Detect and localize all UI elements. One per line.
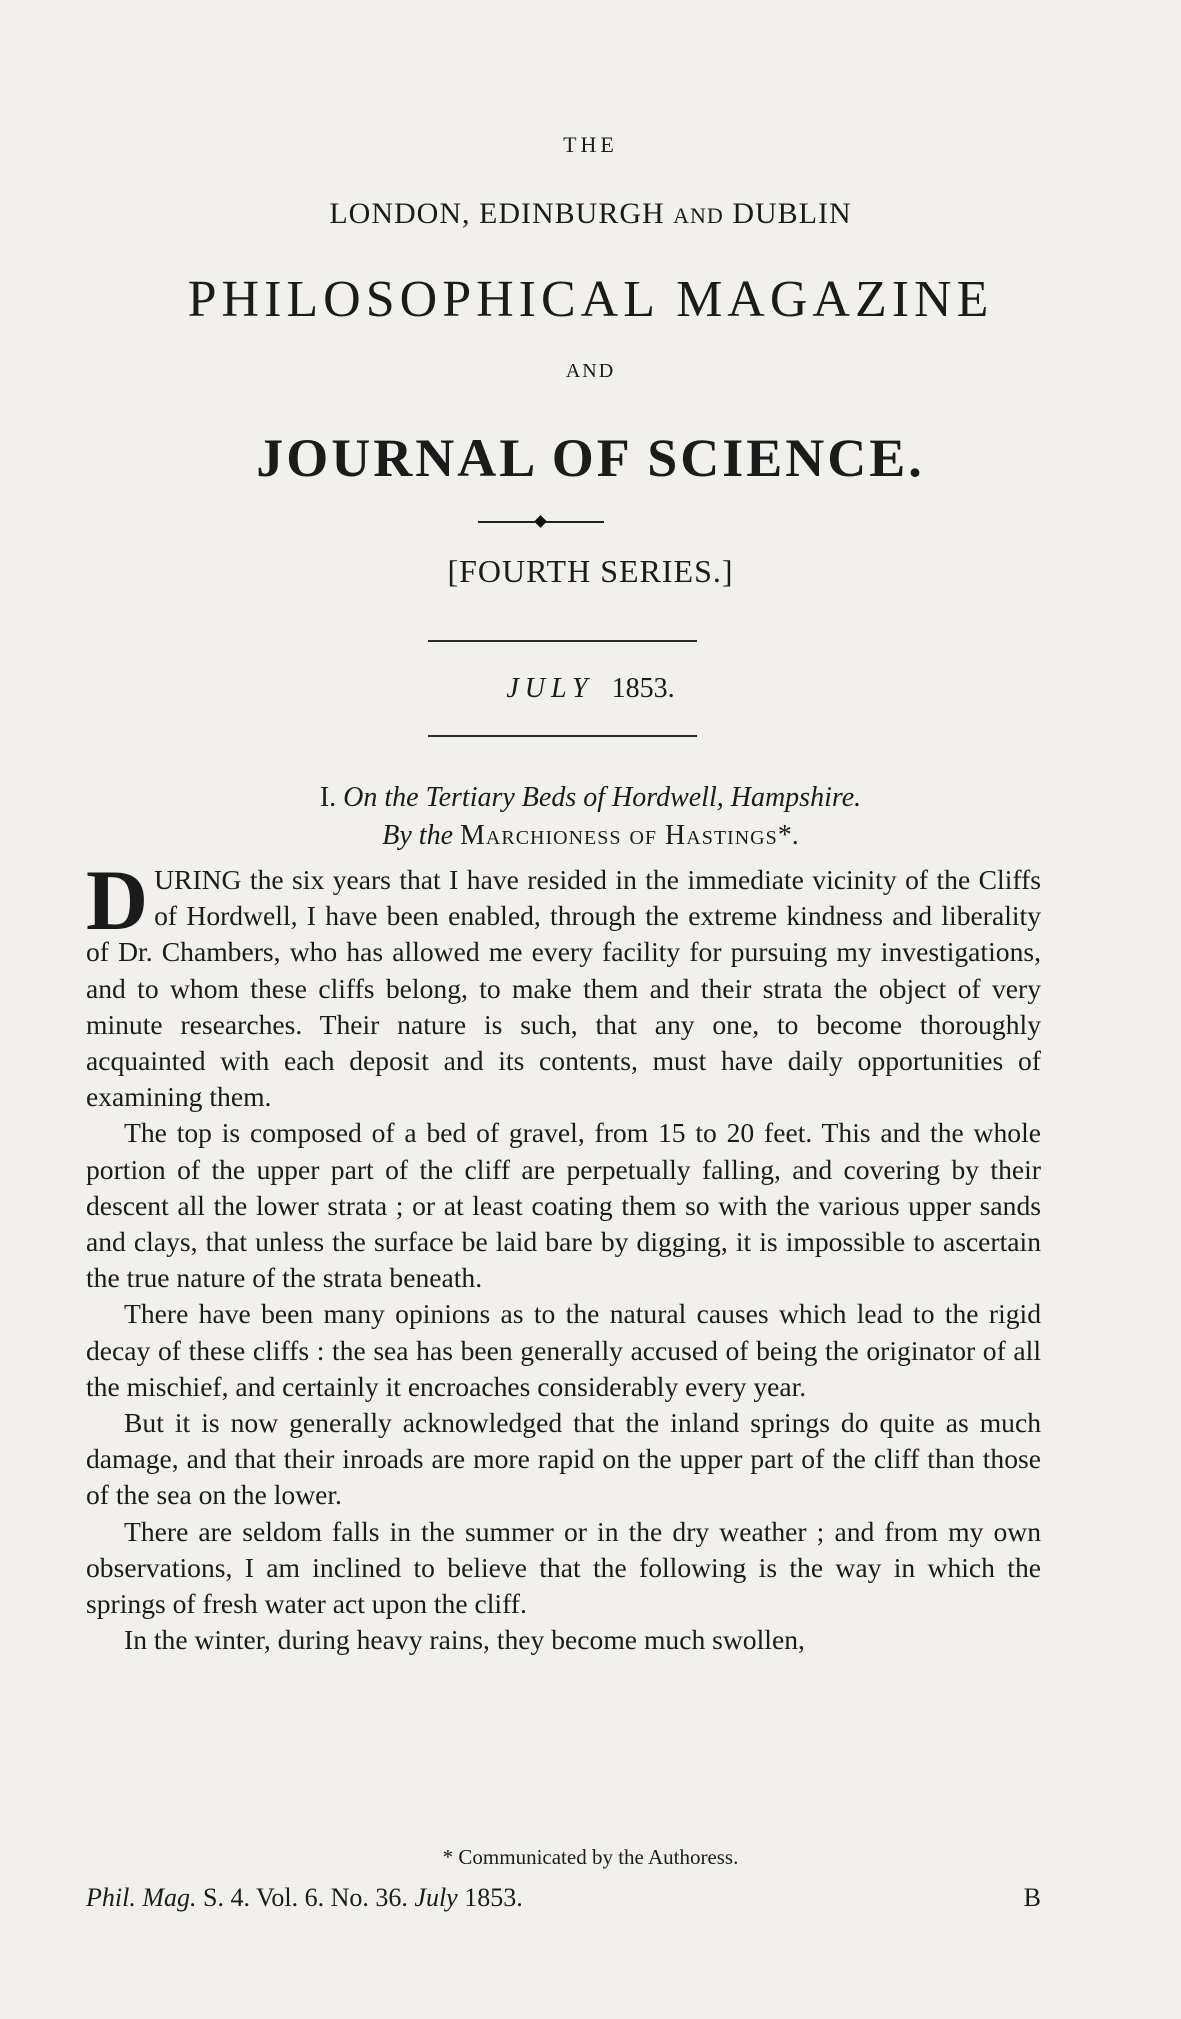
footer-month: July xyxy=(414,1883,458,1912)
footer-year: 1853. xyxy=(464,1883,523,1912)
article-title-text: On the Tertiary Beds of Hordwell, Hampshire. xyxy=(343,782,862,813)
masthead-and: AND xyxy=(565,360,616,382)
masthead-london-edinburgh-dublin xyxy=(0,197,1181,231)
paragraph-5: There are seldom falls in the summer or in the dry weather ; and from my own observations, I am inclined to believe that the following is the way in which the springs of fresh water act upon the cliff. xyxy=(86,1515,1041,1620)
footnote: * Communicated by the Authoress. xyxy=(442,1845,739,1869)
paragraph-1 xyxy=(86,852,1041,1115)
issue-month: JULY xyxy=(506,673,594,704)
ornament-divider xyxy=(478,517,604,527)
masthead-journal-of-science: JOURNAL OF SCIENCE. xyxy=(256,428,925,488)
article-body xyxy=(86,852,1041,1658)
masthead-philosophical-magazine: PHILOSOPHICAL MAGAZINE xyxy=(187,271,994,328)
page-footer xyxy=(86,1883,1041,1913)
article-title xyxy=(0,782,1181,814)
paragraph-4: But it is now generally acknowledged that the inland springs do quite as much damage, and that their inroads are more rapid on the upper part of the cliff than those of the sea on the lower. xyxy=(86,1407,1041,1511)
masthead-dublin: DUBLIN xyxy=(732,197,852,230)
signature-mark: B xyxy=(1023,1883,1041,1912)
masthead-and-small: AND xyxy=(673,203,724,228)
footer-citation xyxy=(86,1883,523,1912)
footnote-mark: *. xyxy=(777,820,799,851)
issue-date xyxy=(0,673,1181,705)
issue-year: 1853. xyxy=(611,673,675,704)
article-number: I. xyxy=(319,782,337,813)
masthead-london-edinburgh: LONDON, EDINBURGH xyxy=(329,197,665,230)
masthead-the: THE xyxy=(563,132,618,157)
series-label: [FOURTH SERIES.] xyxy=(447,553,734,589)
rule-below-date xyxy=(428,735,697,737)
paragraph-1-text: URING the six years that I have resided in the immediate vicinity of the Cliffs of Hordwell, I have been enabled, through the extreme kindness and liberality of Dr. Chambers, who has allowed me every facility for pursuing my investigations, and to whom these cliffs belong, to make them and their strata the object of very minute researches. Their nature is such, that any one, to become thoroughly acquainted with each deposit and its contents, must have daily opportunities of examining them. xyxy=(86,864,1041,1113)
footer-volume: S. 4. Vol. 6. No. 36. xyxy=(203,1883,408,1912)
footer-journal: Phil. Mag. xyxy=(86,1883,197,1912)
paragraph-2: The top is composed of a bed of gravel, from 15 to 20 feet. This and the whole portion of the upper part of the cliff are perpetually falling, and covering by their descent all the lower strata ; or at least coating them so with the various upper sands and clays, that unless the surface be laid bare by digging, it is impossible to ascertain the true nature of the strata beneath. xyxy=(86,1117,1041,1294)
rule-above-date xyxy=(428,640,697,642)
paragraph-3: There have been many opinions as to the natural causes which lead to the rigid decay of these cliffs : the sea has been generally accused of being the originator of all the mischief, and certainly it encroaches considerably every year. xyxy=(86,1298,1041,1402)
paragraph-6: In the winter, during heavy rains, they become much swollen, xyxy=(124,1624,805,1656)
byline-by: By the xyxy=(382,820,454,851)
drop-cap: D xyxy=(86,852,149,948)
ornament-diamond-icon xyxy=(534,515,547,528)
byline-author: Marchioness of Hastings xyxy=(460,820,778,851)
article-byline xyxy=(0,820,1181,852)
